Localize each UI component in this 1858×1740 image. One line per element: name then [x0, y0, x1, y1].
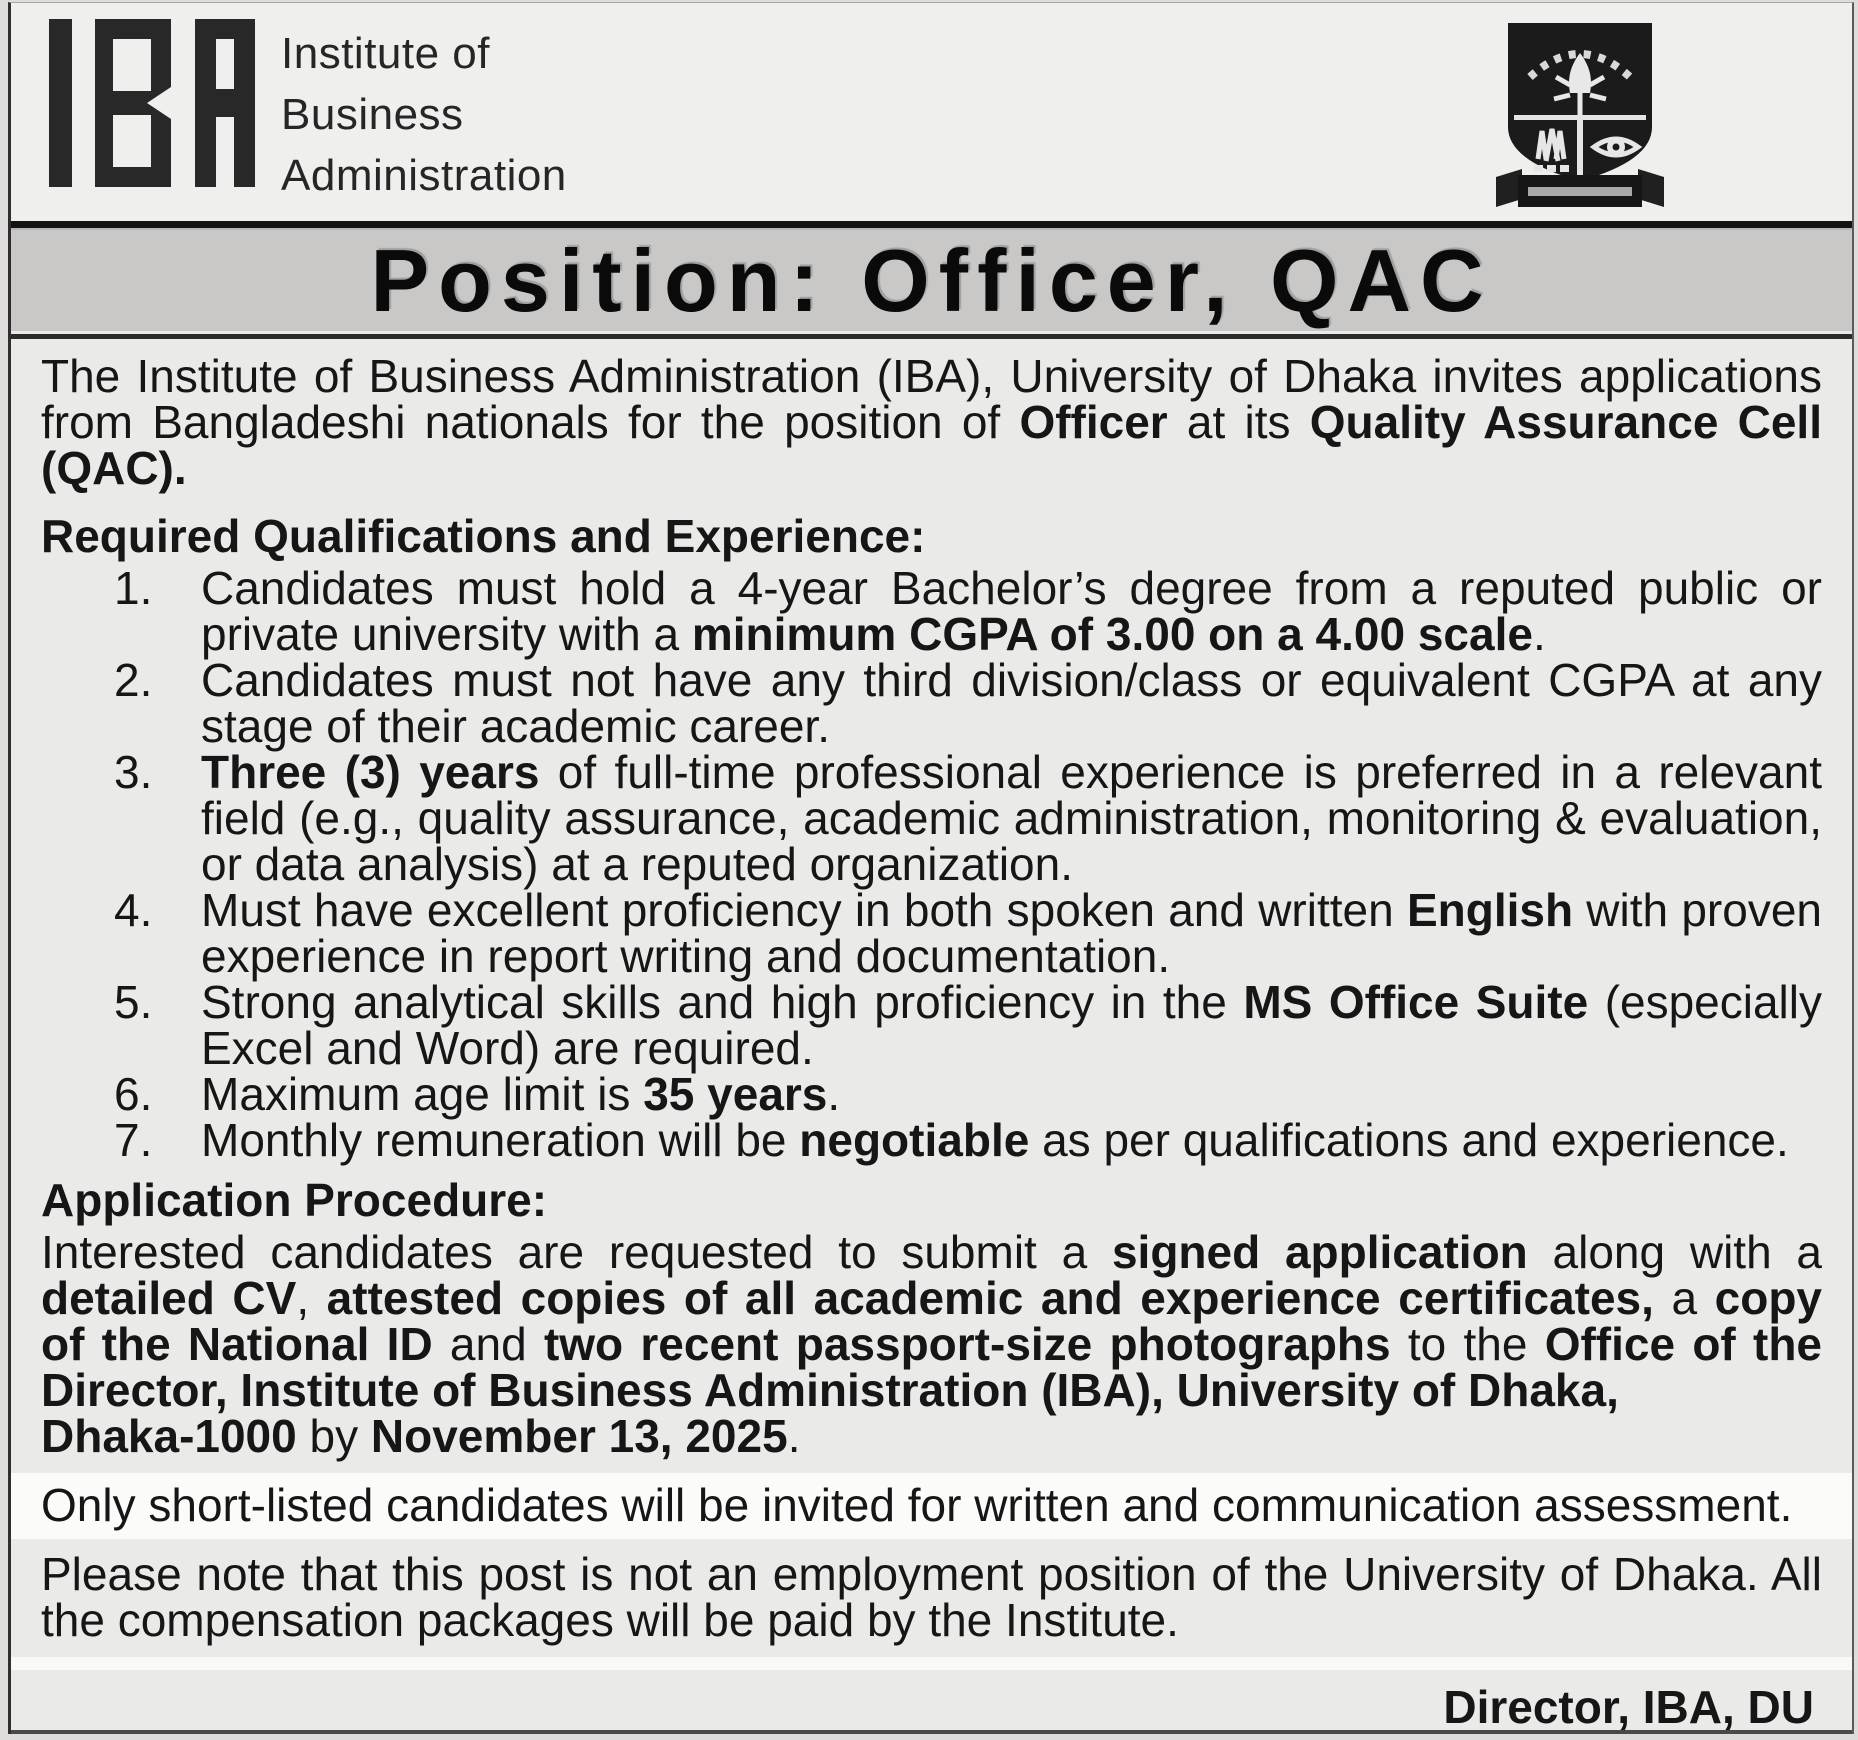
list-item-number: 5.: [114, 976, 153, 1028]
qualifications-list: [41, 562, 1823, 1166]
list-item-text: Maximum age limit is 35 years.: [201, 1068, 841, 1120]
org-name-line: Institute of: [281, 29, 491, 78]
list-item: [41, 884, 1822, 982]
list-item-text: Strong analytical skills and high proficiency in the MS Office Suite (especially Excel and Word) are required.: [201, 976, 1823, 1074]
list-item-number: 2.: [114, 654, 153, 706]
org-name: [281, 19, 567, 206]
document-header: [11, 3, 1852, 221]
job-ad-document: [8, 2, 1854, 1734]
iba-brand: [49, 19, 567, 206]
list-item-number: 7.: [114, 1114, 153, 1166]
list-item-number: 1.: [114, 562, 153, 614]
list-item-text: Monthly remuneration will be negotiable as per qualifications and experience.: [201, 1114, 1789, 1166]
org-name-line: Administration: [281, 151, 567, 200]
application-procedure-paragraph: Interested candidates are requested to submit a signed application along with a detailed CV, attested copies of all academic and experience certificates, a copy of the National ID and two recent passport-size photographs to the Office of the Director, Institute of Business Administration (IBA), University of Dhaka, Dhaka-1000 by November 13, 2025.: [41, 1226, 1823, 1462]
list-item-number: 4.: [114, 884, 153, 936]
list-item-number: 3.: [114, 746, 153, 798]
signature-line: Director, IBA, DU: [1443, 1681, 1814, 1733]
intro-paragraph: The Institute of Business Administration (IBA), University of Dhaka invites applications from Bangladeshi nationals for the position of Officer at its Quality Assurance Cell (QAC).: [41, 350, 1822, 494]
list-item-text: Candidates must not have any third division/class or equivalent CGPA at any stage of their academic career.: [201, 654, 1822, 752]
list-item: [41, 1068, 1822, 1120]
org-name-line: Business: [281, 90, 464, 139]
list-item: [41, 654, 1822, 752]
disclaimer-note: Please note that this post is not an employment position of the University of Dhaka. All the compensation packages will be paid by the Institute.: [41, 1548, 1822, 1646]
list-item: [41, 1114, 1822, 1166]
list-item: [41, 562, 1822, 660]
position-title: Position: Officer, QAC: [370, 231, 1493, 330]
list-item: [41, 976, 1823, 1074]
list-item-text: Candidates must hold a 4-year Bachelor’s degree from a reputed public or private university with a minimum CGPA of 3.00 on a 4.00 scale.: [201, 562, 1822, 660]
list-item: [41, 746, 1823, 890]
document-body: [11, 339, 1852, 1734]
iba-logo-icon: [49, 19, 255, 187]
application-procedure-heading: Application Procedure:: [41, 1174, 548, 1226]
list-item-number: 6.: [114, 1068, 153, 1120]
shortlist-note: Only short-listed candidates will be invited for written and communication assessment.: [11, 1473, 1852, 1539]
university-of-dhaka-crest-icon: [1494, 19, 1666, 219]
list-item-text: Must have excellent proficiency in both spoken and written English with proven experience in report writing and documentation.: [201, 884, 1822, 982]
header-divider-rule: [11, 221, 1852, 228]
separator-strip: [11, 1657, 1852, 1670]
position-banner: [11, 228, 1852, 339]
qualifications-heading: Required Qualifications and Experience:: [41, 510, 926, 562]
list-item-text: Three (3) years of full-time professional experience is preferred in a relevant field (e.g., quality assurance, academic administration, monitoring & evaluation, or data analysis) at a reputed organization.: [201, 746, 1823, 890]
